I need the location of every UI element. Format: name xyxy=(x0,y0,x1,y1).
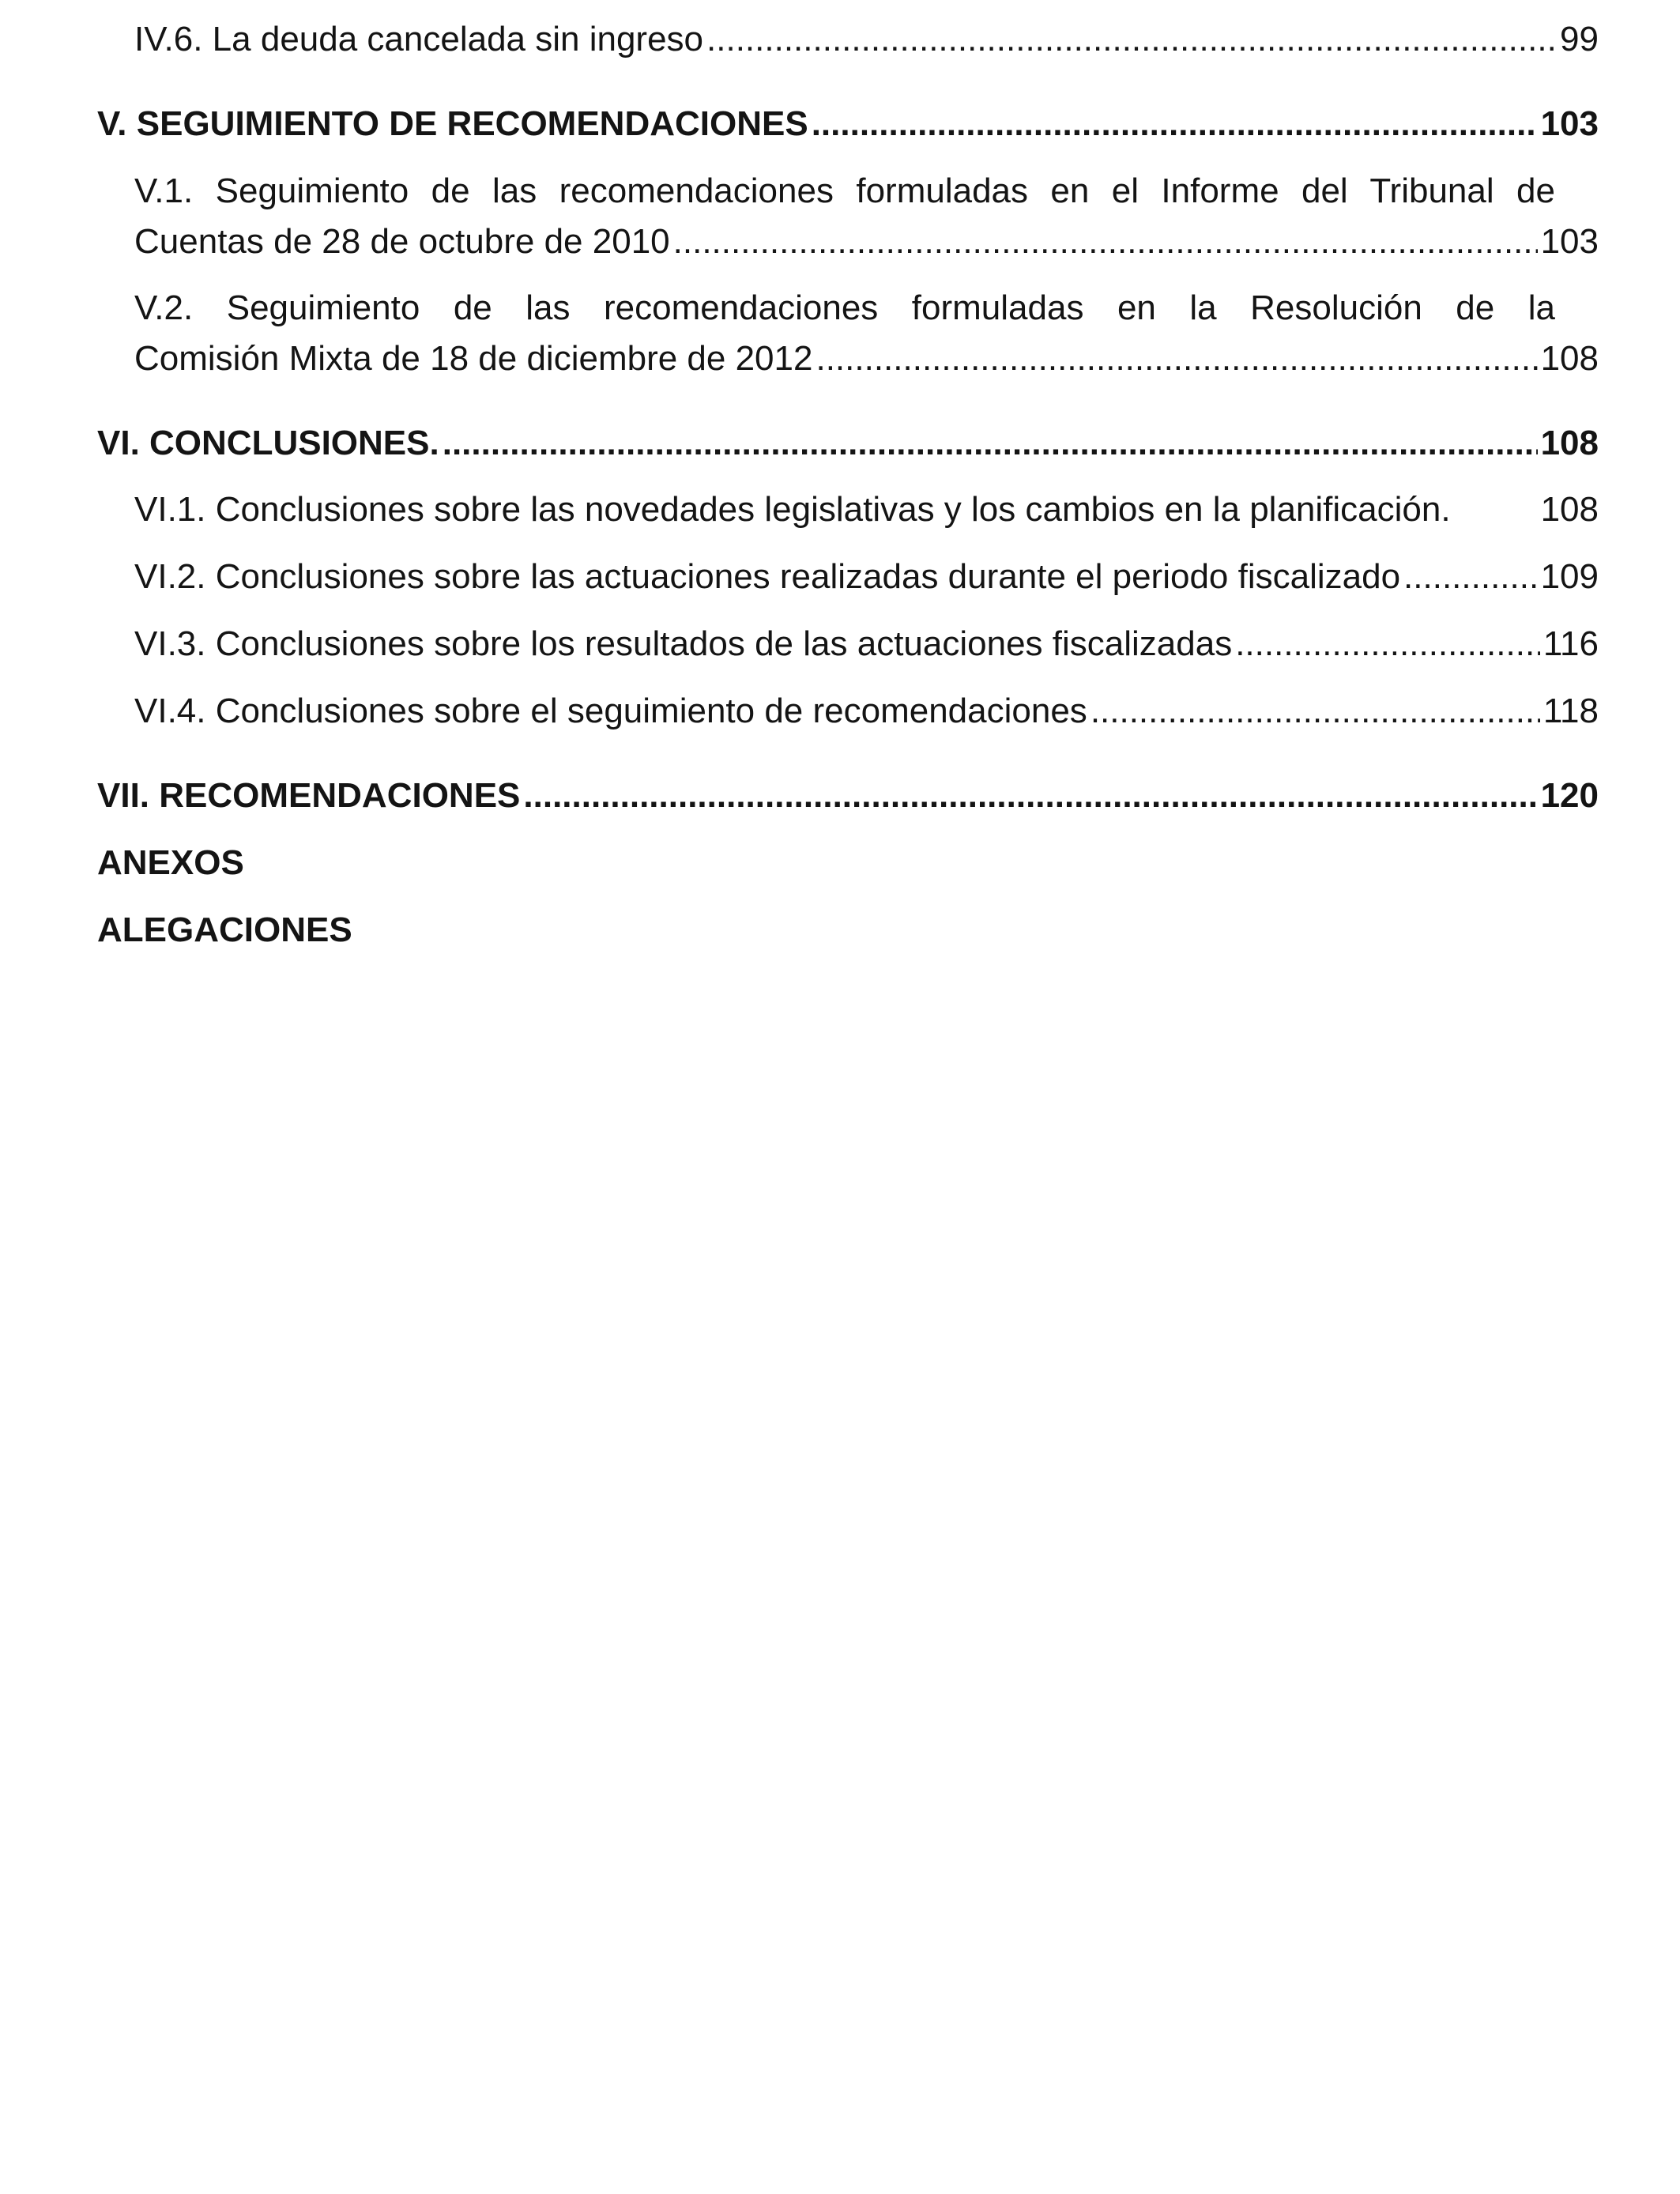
toc-entry-label: VI.2. Conclusiones sobre las actuaciones realizadas durante el periodo fiscalizado xyxy=(134,557,1401,596)
toc-entry-anexos[interactable]: ANEXOS xyxy=(97,843,244,882)
toc-entry-v1-line1[interactable]: V.1. Seguimiento de las recomendaciones formuladas en el Informe del Tribunal de xyxy=(134,172,1555,210)
toc-entry-label: Cuentas de 28 de octubre de 2010 xyxy=(134,222,670,261)
toc-entry-vi3[interactable] xyxy=(134,620,1599,668)
dot-leader xyxy=(523,772,1537,820)
toc-entry-vi[interactable] xyxy=(97,420,1599,467)
dot-leader xyxy=(1403,553,1538,601)
toc-entry-label: VI.3. Conclusiones sobre los resultados de las actuaciones fiscalizadas xyxy=(134,624,1233,663)
toc-entry-v2-line1[interactable]: V.2. Seguimiento de las recomendaciones formuladas en la Resolución de la xyxy=(134,288,1555,327)
toc-entry-label: VII. RECOMENDACIONES xyxy=(97,776,521,815)
dot-leader xyxy=(816,335,1537,383)
toc-entry-label: Comisión Mixta de 18 de diciembre de 2012 xyxy=(134,339,813,378)
toc-entry-vi4[interactable] xyxy=(134,688,1599,735)
toc-entry-label: VI.4. Conclusiones sobre el seguimiento de recomendaciones xyxy=(134,692,1087,730)
toc-entry-label: VI. CONCLUSIONES. xyxy=(97,424,439,462)
dot-leader xyxy=(443,420,1538,467)
toc-page-number: 120 xyxy=(1540,776,1599,815)
toc-entry-label: IV.6. La deuda cancelada sin ingreso xyxy=(134,20,704,58)
toc-entry-v[interactable] xyxy=(97,100,1599,148)
dot-leader xyxy=(706,16,1557,63)
toc-page-number: 118 xyxy=(1543,692,1599,730)
dot-leader xyxy=(1090,688,1540,735)
toc-entry-v1[interactable] xyxy=(134,218,1599,266)
toc-page-number: 116 xyxy=(1543,624,1599,663)
dot-leader xyxy=(1235,620,1540,668)
toc-page-number: 103 xyxy=(1540,104,1599,143)
toc-entry-alegaciones[interactable]: ALEGACIONES xyxy=(97,910,352,949)
toc-entry-vi2[interactable] xyxy=(134,553,1599,601)
toc-page-number: 108 xyxy=(1540,490,1599,529)
toc-entry-label: VI.1. Conclusiones sobre las novedades legislativas y los cambios en la planificación. xyxy=(134,490,1451,529)
toc-page-number: 99 xyxy=(1560,20,1599,58)
dot-leader xyxy=(673,218,1538,266)
toc-page-number: 109 xyxy=(1540,557,1599,596)
toc-page-number: 103 xyxy=(1540,222,1599,261)
toc-entry-iv6[interactable] xyxy=(134,16,1599,63)
toc-entry-label: V. SEGUIMIENTO DE RECOMENDACIONES xyxy=(97,104,808,143)
toc-page-number: 108 xyxy=(1540,339,1599,378)
toc-entry-vii[interactable] xyxy=(97,772,1599,820)
toc-entry-v2[interactable] xyxy=(134,335,1599,383)
toc-entry-vi1[interactable] xyxy=(134,486,1599,533)
toc-page-number: 108 xyxy=(1540,424,1599,462)
dot-leader xyxy=(812,100,1538,148)
